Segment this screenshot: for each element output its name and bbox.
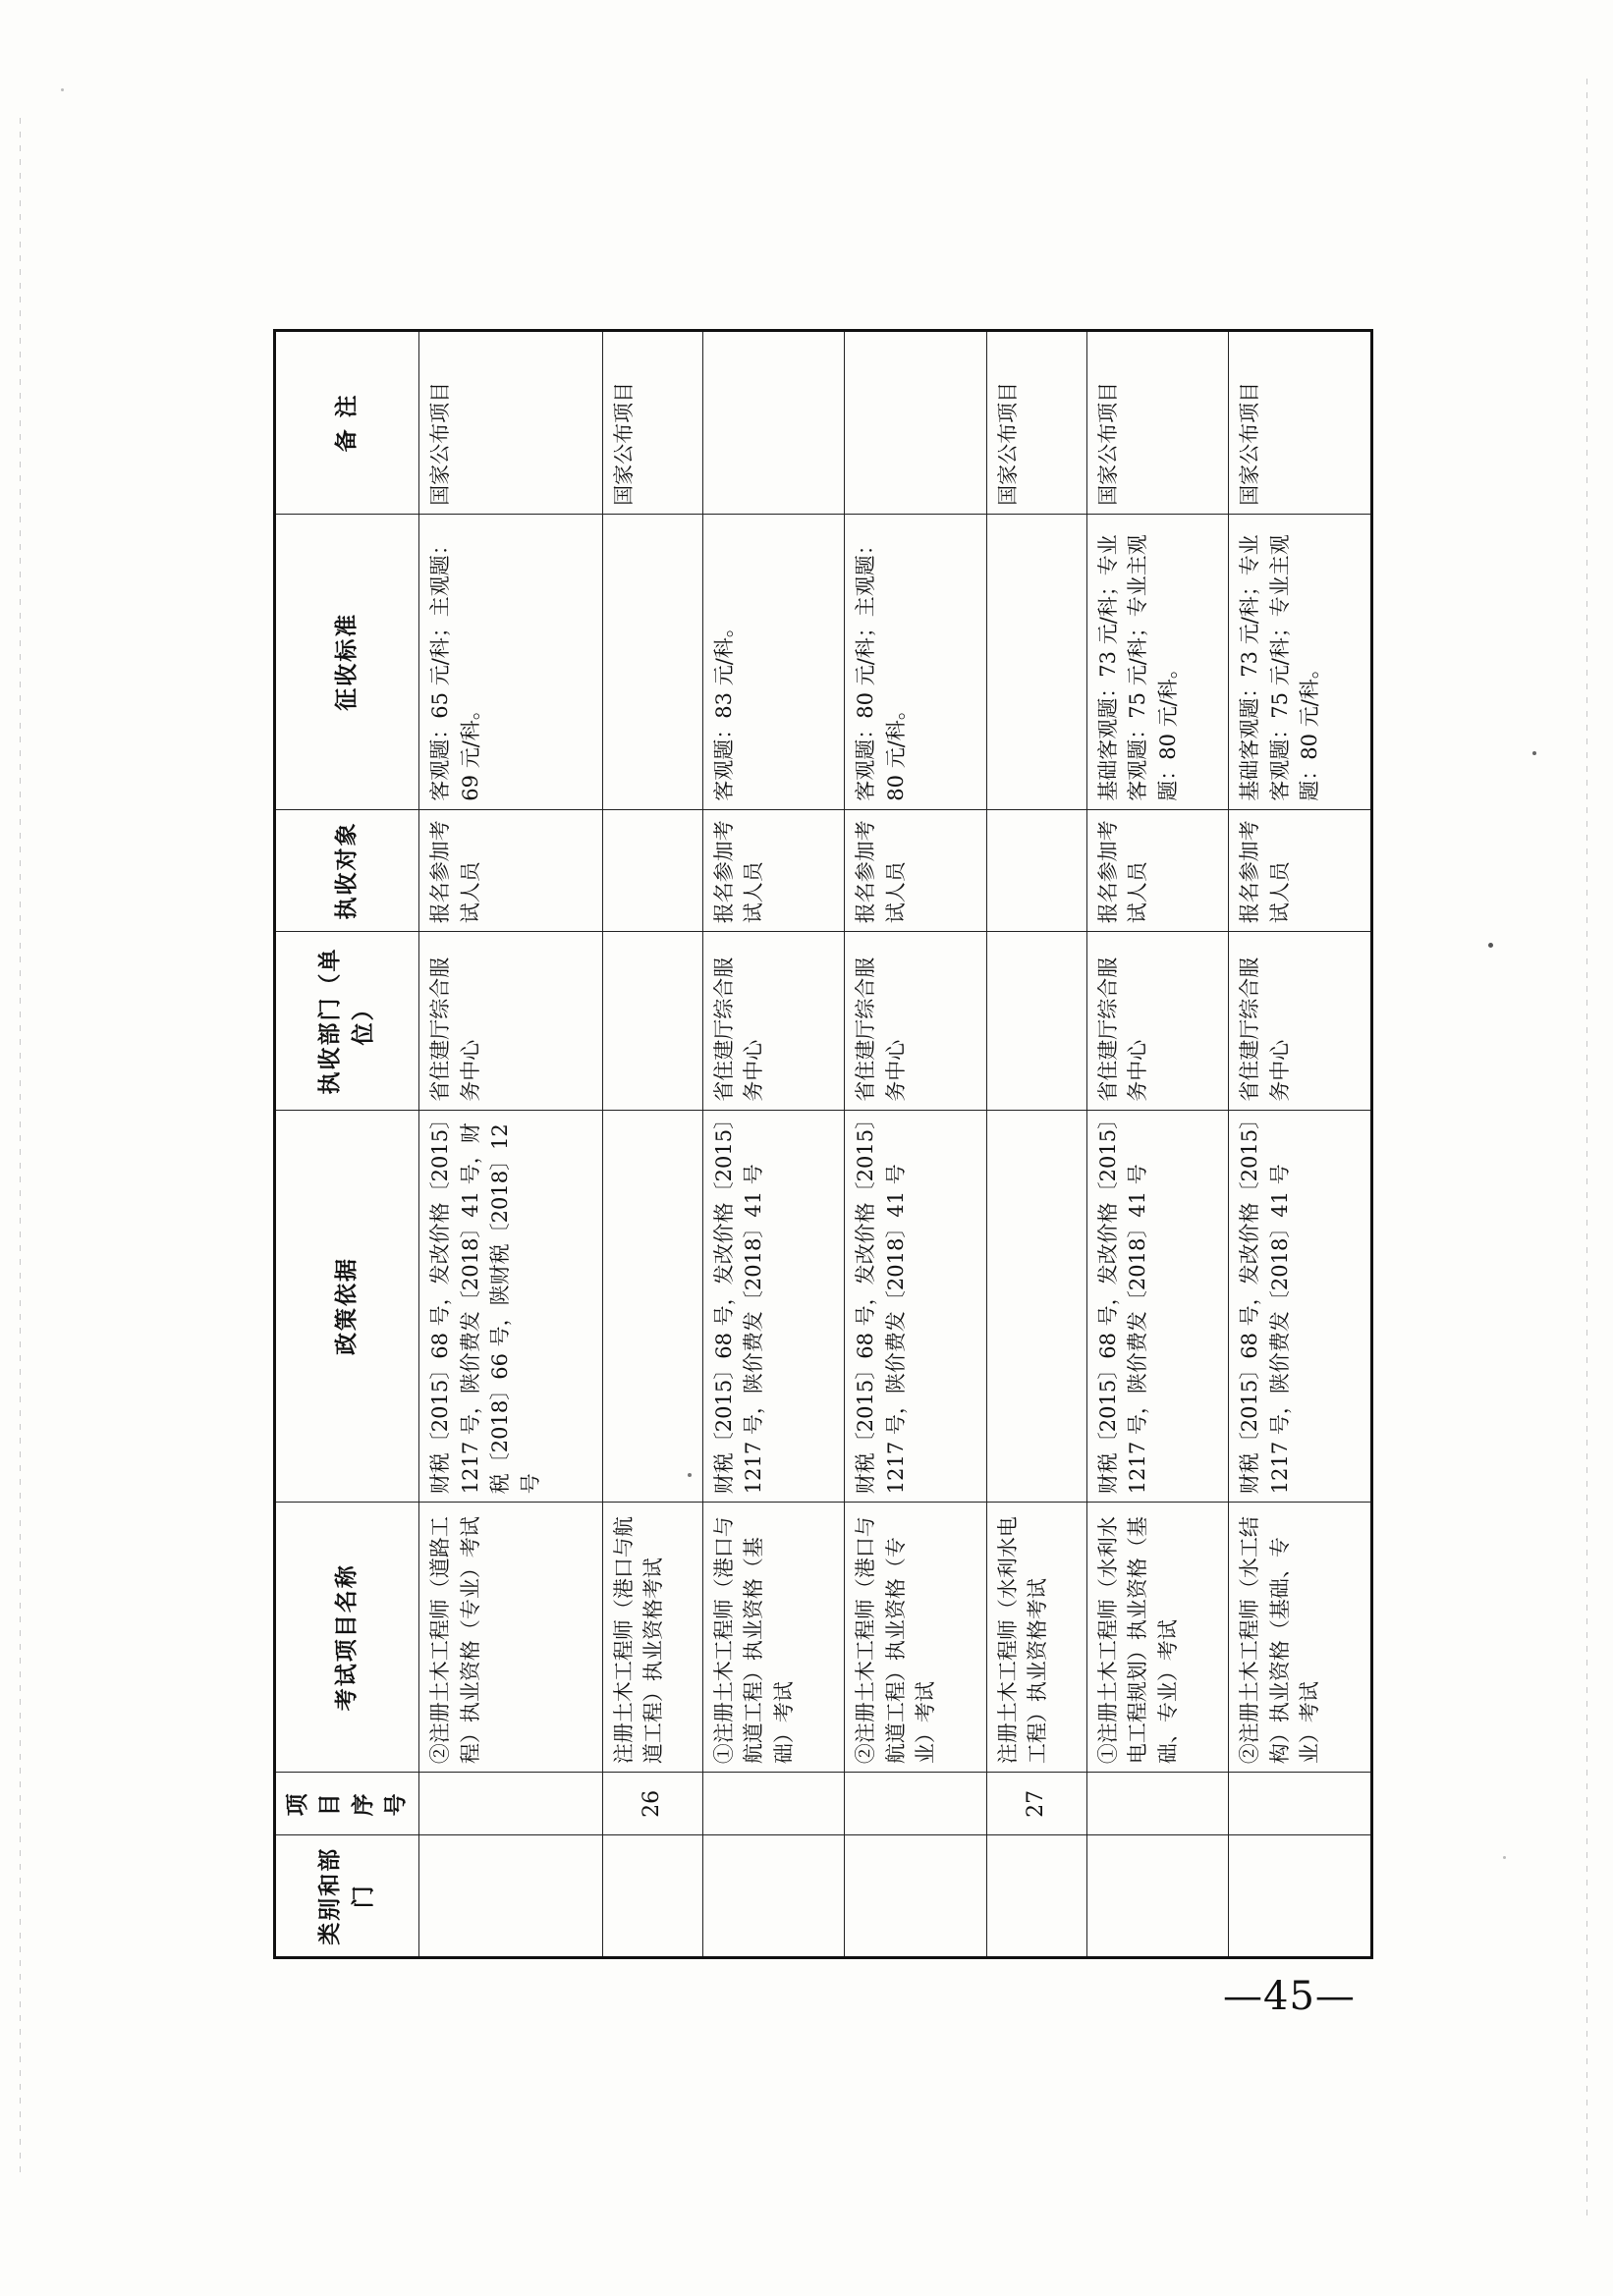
cell-collection-object: 报名参加考试人员: [703, 809, 845, 932]
cell-collecting-dept: 省住建厅综合服务中心: [1086, 932, 1228, 1111]
cell-fee-standard: 基础客观题：73 元/科；专业客观题：75 元/科；专业主观题：80 元/科。: [1229, 514, 1372, 809]
cell-policy-basis: 财税〔2015〕68 号，发改价格〔2015〕1217 号，陕价费发〔2018〕41 号: [845, 1110, 986, 1502]
rotated-table-frame: [273, 329, 1373, 1959]
table-row: [986, 331, 1086, 1958]
cell-exam-name: 注册土木工程师（水利水电工程）执业资格考试: [986, 1503, 1086, 1773]
cell-policy-basis: 财税〔2015〕68 号，发改价格〔2015〕1217 号，陕价费发〔2018〕41 号: [1086, 1110, 1228, 1502]
page-number: —45—: [1223, 1974, 1356, 2019]
scan-speck: [1532, 751, 1536, 755]
cell-fee-standard: 客观题：83 元/科。: [703, 514, 845, 809]
header-policy-basis: 政策依据: [275, 1110, 419, 1502]
header-collection-object: 执收对象: [275, 809, 419, 932]
cell-collecting-dept: 省住建厅综合服务中心: [845, 932, 986, 1111]
fee-standard-table: [273, 329, 1373, 1959]
cell-category: [1086, 1835, 1228, 1958]
cell-exam-name: ②注册土木工程师（港口与航道工程）执业资格（专业）考试: [845, 1503, 986, 1773]
scan-speck: [1488, 943, 1493, 948]
table-row: [419, 331, 602, 1958]
cell-exam-name: 注册土木工程师（港口与航道工程）执业资格考试: [602, 1503, 702, 1773]
cell-note: 国家公布项目: [986, 331, 1086, 515]
cell-collecting-dept: [602, 932, 702, 1111]
table-row: [703, 331, 845, 1958]
cell-fee-standard: 客观题：80 元/科；主观题：80 元/科。: [845, 514, 986, 809]
cell-seq: [703, 1773, 845, 1835]
cell-collecting-dept: 省住建厅综合服务中心: [1229, 932, 1372, 1111]
cell-fee-standard: 基础客观题：73 元/科；专业客观题：75 元/科；专业主观题：80 元/科。: [1086, 514, 1228, 809]
cell-exam-name: ②注册土木工程师（水工结构）执业资格（基础、专业）考试: [1229, 1503, 1372, 1773]
cell-category: [845, 1835, 986, 1958]
cell-fee-standard: 客观题：65 元/科；主观题：69 元/科。: [419, 514, 602, 809]
header-fee-standard: 征收标准: [275, 514, 419, 809]
cell-seq: 26: [602, 1773, 702, 1835]
cell-collection-object: 报名参加考试人员: [1086, 809, 1228, 932]
cell-collecting-dept: [986, 932, 1086, 1111]
cell-exam-name: ①注册土木工程师（水利水电工程规划）执业资格（基础、专业）考试: [1086, 1503, 1228, 1773]
table-header-row: [275, 331, 419, 1958]
cell-note: 国家公布项目: [1229, 331, 1372, 515]
cell-policy-basis: 财税〔2015〕68 号，发改价格〔2015〕1217 号，陕价费发〔2018〕41 号，财税〔2018〕66 号，陕财税〔2018〕12 号: [419, 1110, 602, 1502]
scan-speck: [61, 88, 64, 91]
cell-seq: [1229, 1773, 1372, 1835]
cell-category: [1229, 1835, 1372, 1958]
cell-fee-standard: [986, 514, 1086, 809]
cell-collection-object: 报名参加考试人员: [845, 809, 986, 932]
rotated-table-container: [273, 329, 1373, 1959]
cell-note: 国家公布项目: [419, 331, 602, 515]
cell-seq: [419, 1773, 602, 1835]
header-exam-name: 考试项目名称: [275, 1503, 419, 1773]
header-category: 类别和部门: [275, 1835, 419, 1958]
cell-note: [703, 331, 845, 515]
table-row: [845, 331, 986, 1958]
cell-note: [845, 331, 986, 515]
cell-collection-object: [602, 809, 702, 932]
cell-category: [602, 1835, 702, 1958]
cell-note: 国家公布项目: [602, 331, 702, 515]
cell-exam-name: ①注册土木工程师（港口与航道工程）执业资格（基础）考试: [703, 1503, 845, 1773]
cell-collecting-dept: 省住建厅综合服务中心: [419, 932, 602, 1111]
header-collecting-dept: 执收部门（单位）: [275, 932, 419, 1111]
cell-seq: [845, 1773, 986, 1835]
cell-exam-name: ②注册土木工程师（道路工程）执业资格（专业）考试: [419, 1503, 602, 1773]
table-row: [602, 331, 702, 1958]
cell-collection-object: [986, 809, 1086, 932]
cell-policy-basis: [986, 1110, 1086, 1502]
cell-category: [986, 1835, 1086, 1958]
cell-category: [419, 1835, 602, 1958]
header-seq: 项目序号: [275, 1773, 419, 1835]
cell-policy-basis: 财税〔2015〕68 号，发改价格〔2015〕1217 号，陕价费发〔2018〕41 号: [703, 1110, 845, 1502]
cell-collecting-dept: 省住建厅综合服务中心: [703, 932, 845, 1111]
cell-note: 国家公布项目: [1086, 331, 1228, 515]
cell-collection-object: 报名参加考试人员: [1229, 809, 1372, 932]
scan-speck: [1503, 1856, 1506, 1859]
cell-collection-object: 报名参加考试人员: [419, 809, 602, 932]
header-note: 备 注: [275, 331, 419, 515]
cell-category: [703, 1835, 845, 1958]
cell-seq: [1086, 1773, 1228, 1835]
table-row: [1229, 331, 1372, 1958]
scan-edge-line: [20, 118, 21, 2180]
cell-policy-basis: [602, 1110, 702, 1502]
cell-seq: 27: [986, 1773, 1086, 1835]
cell-policy-basis: 财税〔2015〕68 号，发改价格〔2015〕1217 号，陕价费发〔2018〕41 号: [1229, 1110, 1372, 1502]
scan-edge-line: [1586, 79, 1587, 2219]
table-row: [1086, 331, 1228, 1958]
cell-fee-standard: [602, 514, 702, 809]
